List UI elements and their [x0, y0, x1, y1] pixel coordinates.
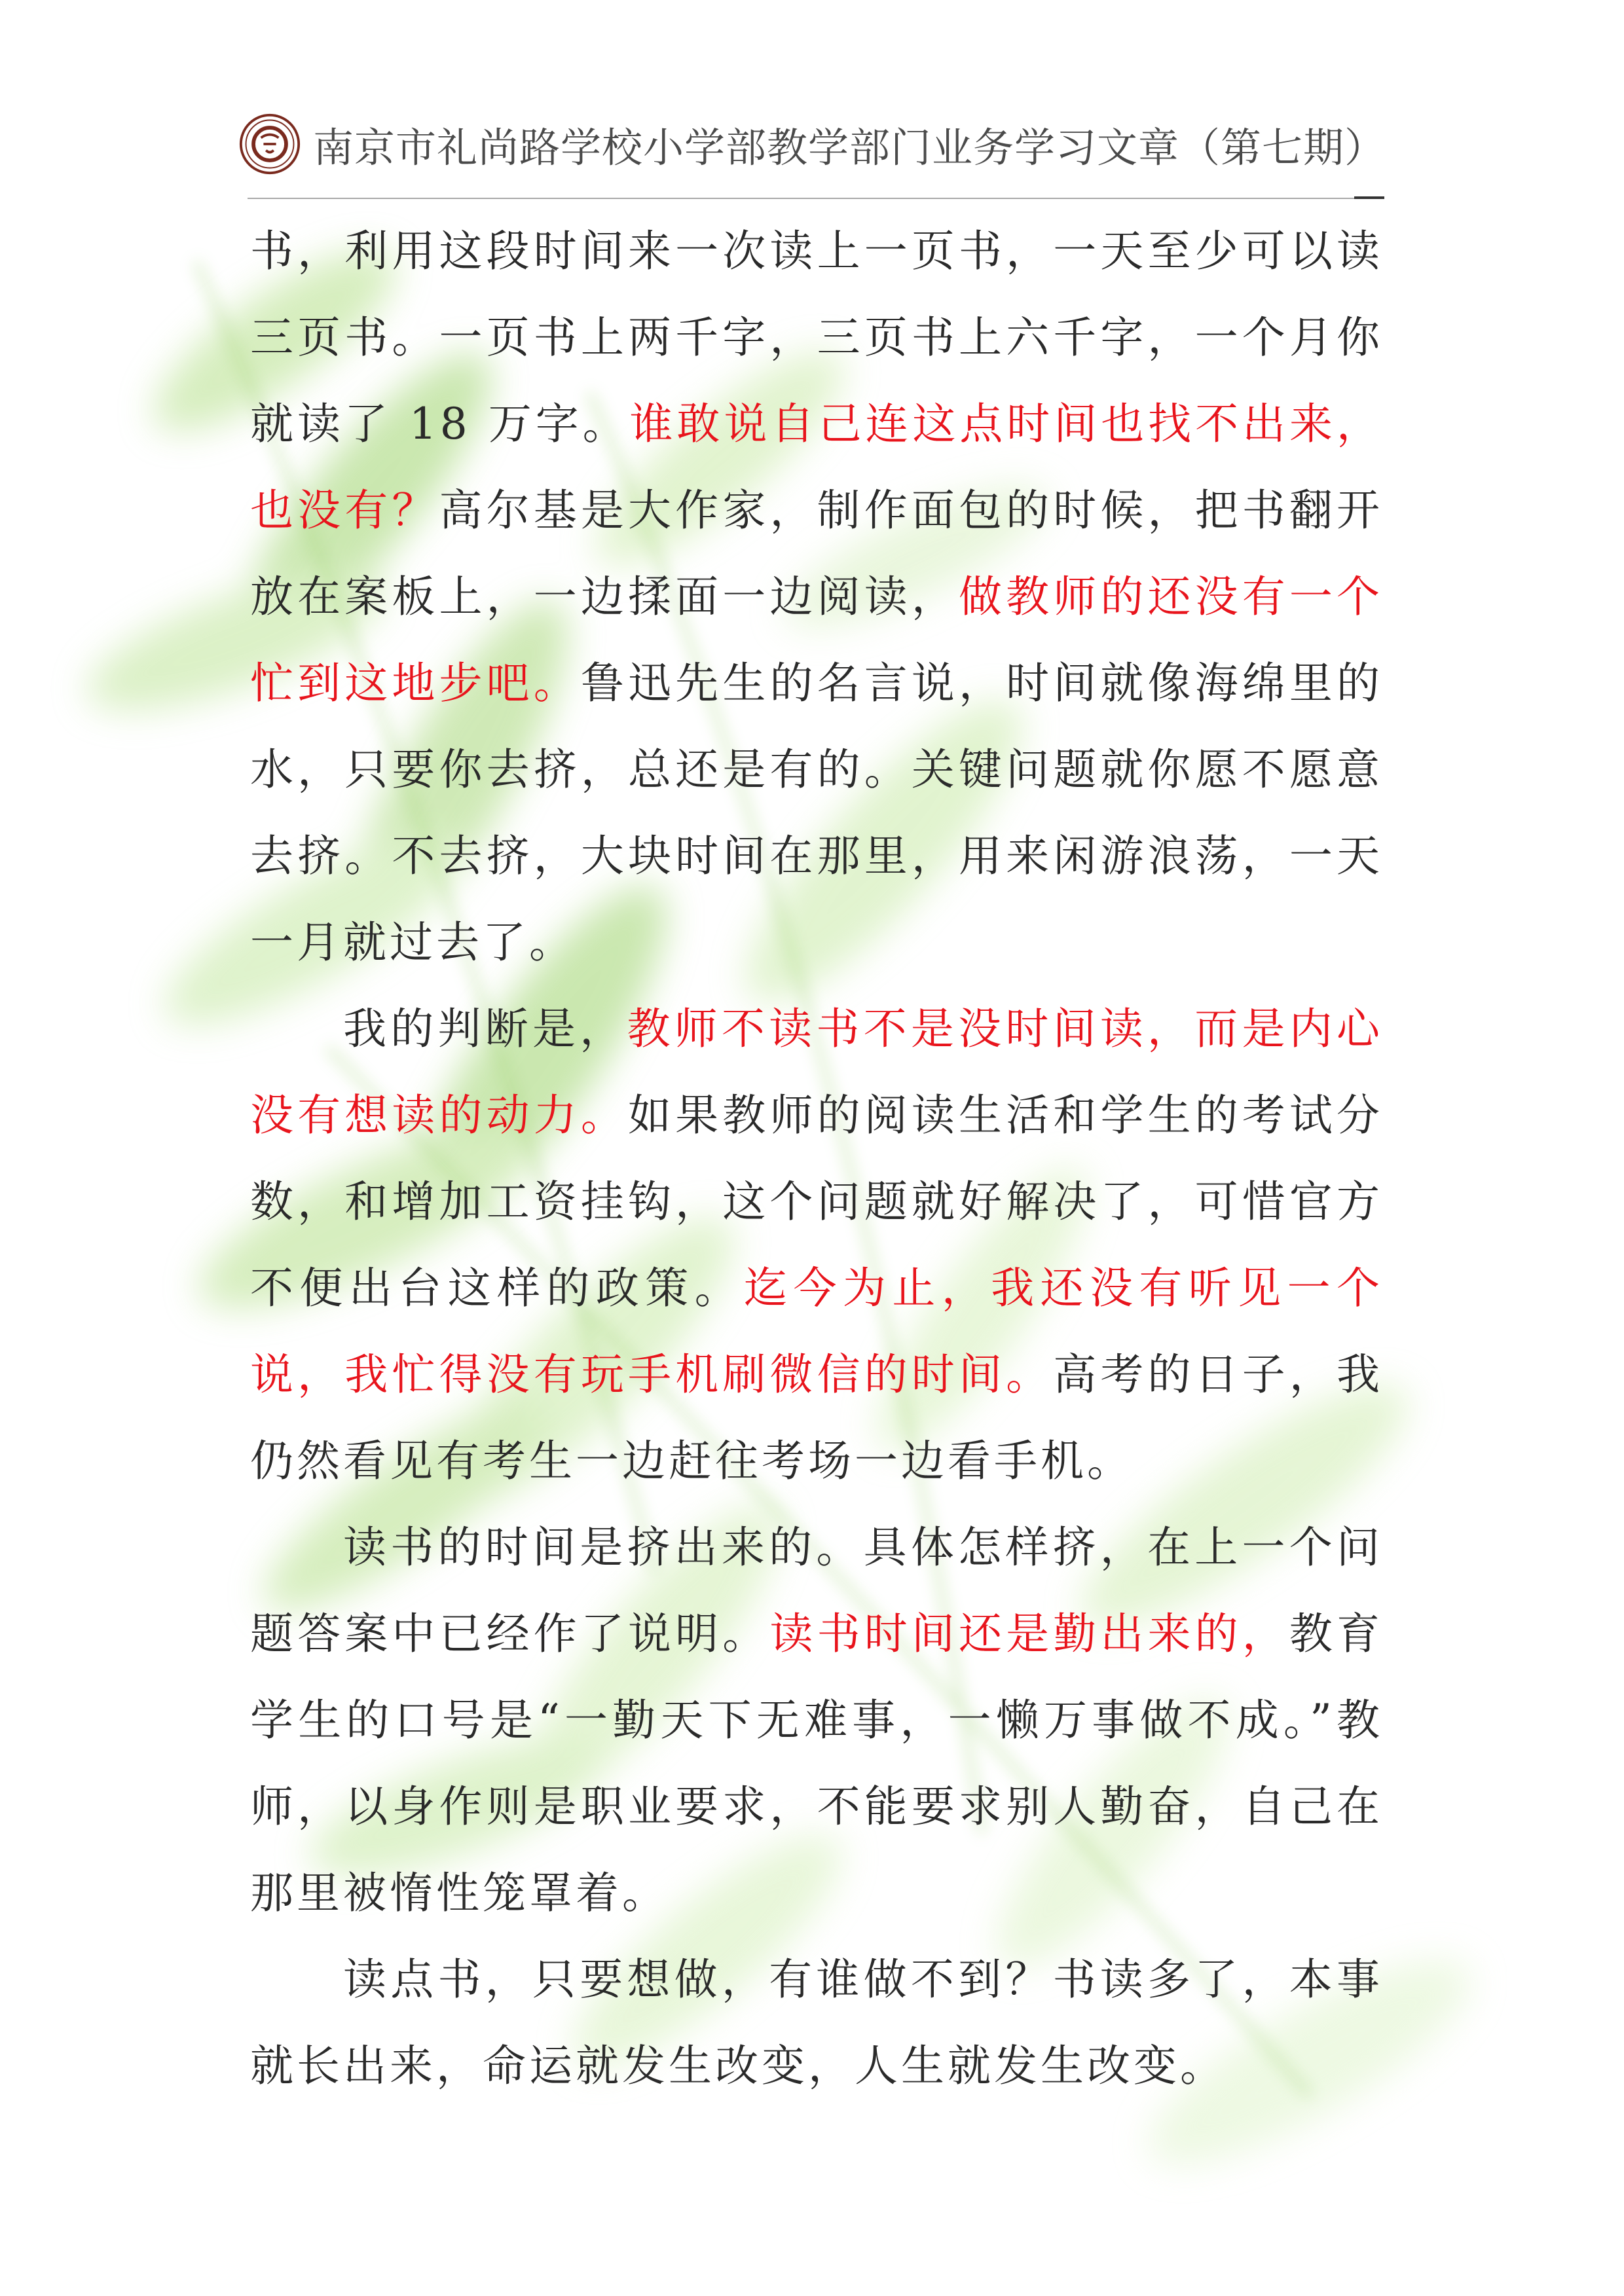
emphasis-text: 教师不读书不是没时间读，而是内心没有想读的动力。 — [250, 1004, 1384, 1140]
paragraph-text: 鲁迅先生的名言说，时间就像海绵里的水，只要你去挤，总还是有的。关键问题就你愿不愿意去挤。不去挤，大块时间在那里，用来闲游浪荡，一天一月就过去了。 — [250, 658, 1384, 968]
header-divider — [248, 198, 1382, 199]
paragraph-2 — [250, 986, 1383, 1504]
emphasis-text: 迄今为止，我还没有听见一个说，我忙得没有玩手机刷微信的时间。 — [250, 1263, 1384, 1400]
header-title: 南京市礼尚路学校小学部教学部门业务学习文章（第七期） — [312, 123, 1386, 172]
paragraph-text: 读点书，只要想做，有谁做不到？书读多了，本事就长出来，命运就发生改变，人生就发生改变。 — [250, 1954, 1383, 2091]
paragraph-3 — [250, 1504, 1383, 1937]
paragraph-text: 书，利用这段时间来一次读上一页书，一天至少可以读三页书。一页书上两千字，三页书上六千字，一个月你就读了 18 万字。 — [250, 226, 1383, 449]
document-header — [0, 111, 1624, 177]
school-seal-icon — [238, 113, 301, 175]
emphasis-text: 读书时间还是勤出来的， — [769, 1609, 1289, 1659]
header-divider-mark — [1354, 196, 1384, 199]
emphasis-text: 谁敢说自己连这点时间也找不出来，也没有？ — [250, 399, 1384, 536]
paragraph-4 — [250, 1937, 1383, 2109]
paragraph-text: 教育学生的口号是“一勤天下无难事，一懒万事做不成。”教师，以身作则是职业要求，不能要求别人勤奋，自己在那里被惰性笼罩着。 — [250, 1609, 1384, 1918]
paragraph-text: 高尔基是大作家，制作面包的时候，把书翻开放在案板上，一边揉面一边阅读， — [250, 485, 1384, 622]
paragraph-text: 如果教师的阅读生活和学生的考试分数，和增加工资挂钩，这个问题就好解决了，可惜官方不便出台这样的政策。 — [250, 1090, 1384, 1313]
paragraph-text: 我的判断是， — [343, 1004, 627, 1054]
article-body — [250, 208, 1383, 2109]
paragraph-1 — [250, 208, 1383, 986]
paragraph-text: 高考的日子，我仍然看见有考生一边赶往考场一边看手机。 — [250, 1349, 1384, 1486]
emphasis-text: 做教师的还没有一个忙到这地步吧。 — [250, 572, 1384, 708]
paragraph-text: 读书的时间是挤出来的。具体怎样挤，在上一个问题答案中已经作了说明。 — [250, 1522, 1383, 1659]
